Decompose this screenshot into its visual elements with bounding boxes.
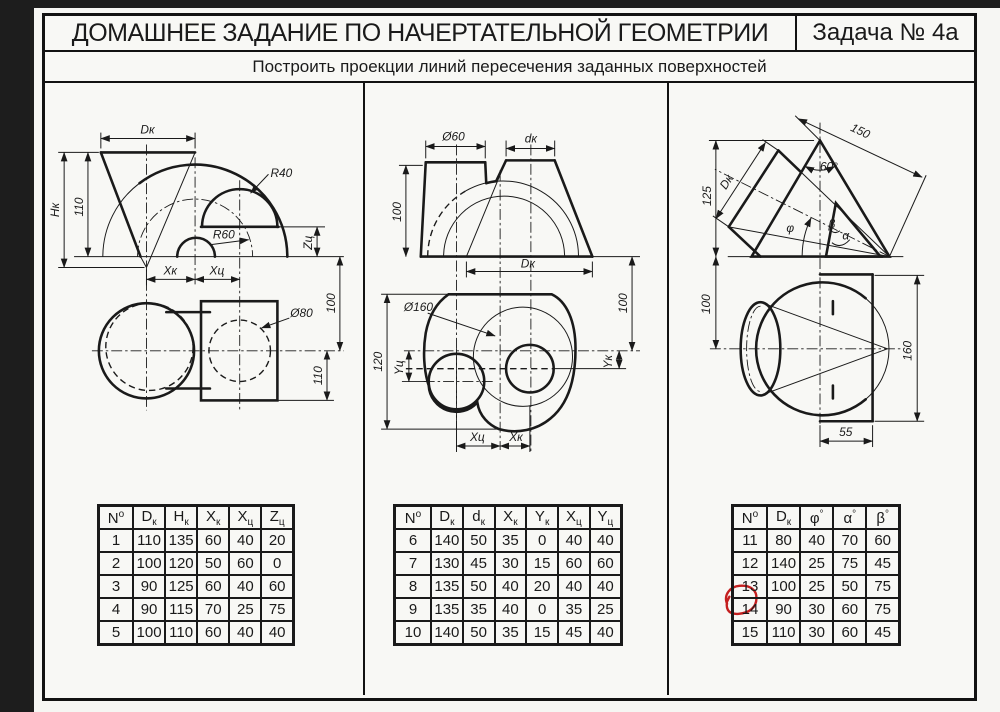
table-cell: 40	[800, 529, 833, 552]
page-title: ДОМАШНЕЕ ЗАДАНИЕ ПО НАЧЕРТАТЕЛЬНОЙ ГЕОМЕТРИИ	[45, 16, 797, 50]
table-cell: 100	[767, 575, 800, 598]
table-cell: 130	[431, 552, 463, 575]
panel-variant-3	[667, 83, 974, 695]
table-row	[395, 529, 622, 552]
front-view-dimensions	[48, 123, 325, 286]
table-cell: 40	[558, 529, 590, 552]
table-cell: 50	[197, 552, 229, 575]
table-row	[395, 621, 622, 645]
table-cell: 50	[463, 575, 495, 598]
dim-label-dk-base: Dк	[520, 256, 536, 271]
front-view-dimensions	[700, 116, 926, 257]
table-cell: 0	[526, 529, 558, 552]
dim-label-xc: Xц	[469, 430, 485, 445]
dim-label-xk: Xк	[509, 430, 523, 445]
table-cell: 45	[866, 621, 899, 645]
table-row	[395, 552, 622, 575]
table-cell: 60	[590, 552, 622, 575]
table-cell: 40	[229, 621, 261, 645]
table-cell: 50	[463, 529, 495, 552]
table-cell: 25	[800, 575, 833, 598]
table-cell: 60	[197, 621, 229, 645]
table-cell: 0	[261, 552, 293, 575]
dim-label-xc: Xц	[209, 263, 225, 278]
table-header-cell: $Z_ц$	[261, 506, 293, 530]
dim-label-phi: φ	[786, 220, 795, 235]
scan-background-left	[0, 0, 34, 712]
table-cell: 75	[833, 552, 866, 575]
table-cell: 14	[733, 598, 768, 621]
table-row	[733, 575, 900, 598]
task-description: Построить проекции линий пересечения заданных поверхностей	[45, 52, 974, 83]
table-cell: 45	[866, 552, 899, 575]
table-header-cell: $Y_ц$	[590, 506, 622, 530]
dim-label-yk: Yк	[601, 354, 616, 369]
table-cell: 35	[495, 621, 527, 645]
table-cell: 20	[261, 529, 293, 552]
table-row	[99, 529, 294, 552]
table-cell: 50	[463, 621, 495, 645]
table-cell: 45	[558, 621, 590, 645]
table-cell: 40	[229, 575, 261, 598]
table-cell: 20	[526, 575, 558, 598]
top-view-dimensions	[371, 257, 632, 452]
table-cell: 7	[395, 552, 432, 575]
dim-label-dk-top: dк	[524, 131, 537, 146]
table-cell: 2	[99, 552, 134, 575]
table-header-cell: $D_к$	[767, 506, 800, 530]
table-header-row	[99, 506, 294, 530]
variant-panels	[45, 83, 974, 695]
table-header-cell: $X_к$	[197, 506, 229, 530]
dim-label-yc: Yц	[391, 360, 406, 376]
dim-label-d80: Ø80	[290, 306, 313, 321]
table-cell: 40	[495, 598, 527, 621]
table-cell: 120	[165, 552, 197, 575]
table-header-row	[733, 506, 900, 530]
table-row	[99, 598, 294, 621]
dim-label-r60: R60	[212, 227, 235, 242]
table-cell: 12	[733, 552, 768, 575]
table-header-cell: $X_к$	[495, 506, 527, 530]
table-row	[733, 621, 900, 645]
dim-label-r100: 100	[616, 293, 631, 314]
table-cell: 11	[733, 529, 768, 552]
drawing-sheet-frame	[42, 13, 977, 701]
table-cell: 40	[590, 529, 622, 552]
table-header-cell: β°	[866, 506, 899, 530]
table-cell: 80	[767, 529, 800, 552]
dim-label-d160: Ø160	[403, 300, 434, 315]
scan-background-top	[0, 0, 1000, 8]
table-cell: 40	[590, 575, 622, 598]
table-cell: 35	[558, 598, 590, 621]
table-header-cell: $N^o$	[733, 506, 768, 530]
table-cell: 75	[866, 598, 899, 621]
table-cell: 35	[495, 529, 527, 552]
table-cell: 0	[526, 598, 558, 621]
table-cell: 8	[395, 575, 432, 598]
dim-label-d60: Ø60	[442, 129, 465, 144]
table-header-cell: $D_к$	[431, 506, 463, 530]
dim-label-zc: Zц	[301, 235, 316, 250]
dim-label-hk: Hк	[48, 202, 63, 218]
dim-label-55: 55	[839, 425, 853, 440]
table-cell: 35	[463, 598, 495, 621]
table-cell: 140	[431, 621, 463, 645]
table-header-cell: $N^o$	[99, 506, 134, 530]
top-view-dimensions	[699, 257, 924, 447]
table-cell: 135	[165, 529, 197, 552]
table-header-row	[395, 506, 622, 530]
dim-label-100: 100	[323, 293, 338, 314]
table-cell: 3	[99, 575, 134, 598]
table-cell: 15	[733, 621, 768, 645]
table-cell: 70	[197, 598, 229, 621]
table-cell: 75	[866, 575, 899, 598]
table-cell: 10	[395, 621, 432, 645]
dim-label-r40: R40	[270, 166, 293, 181]
table-header-cell: $X_ц$	[229, 506, 261, 530]
table-cell: 40	[495, 575, 527, 598]
table-cell: 90	[767, 598, 800, 621]
dim-label-beta: β	[828, 216, 836, 231]
dim-label-150: 150	[848, 120, 873, 142]
table-row	[733, 529, 900, 552]
panel-variant-2	[363, 83, 667, 695]
table-header-cell: $D_к$	[133, 506, 165, 530]
dim-label-160: 160	[900, 340, 915, 361]
table-cell: 60	[866, 529, 899, 552]
table-row	[99, 621, 294, 645]
table-row	[99, 552, 294, 575]
task-number: Задача № 4а	[812, 19, 959, 46]
dim-label-dk: Dк	[716, 172, 737, 192]
table-row	[395, 575, 622, 598]
table-cell: 90	[133, 598, 165, 621]
table-header-cell: $N^o$	[395, 506, 432, 530]
table-cell: 70	[833, 529, 866, 552]
table-cell: 13	[733, 575, 768, 598]
table-cell: 60	[558, 552, 590, 575]
top-view-dimensions	[262, 257, 340, 401]
panel-variant-1	[45, 83, 363, 695]
top-view	[710, 274, 900, 421]
table-cell: 25	[800, 552, 833, 575]
table-cell: 25	[229, 598, 261, 621]
dim-label-120: 120	[371, 351, 386, 372]
table-cell: 40	[590, 621, 622, 645]
table-cell: 60	[261, 575, 293, 598]
table-cell: 15	[526, 621, 558, 645]
dim-label-xk: Xк	[163, 263, 178, 278]
table-cell: 110	[767, 621, 800, 645]
table-cell: 30	[800, 598, 833, 621]
table-cell: 60	[833, 598, 866, 621]
dim-label-100: 100	[698, 294, 713, 315]
variant-table-2	[393, 504, 623, 646]
table-cell: 5	[99, 621, 134, 645]
table-cell: 75	[261, 598, 293, 621]
table-row	[99, 575, 294, 598]
dim-label-125: 125	[699, 186, 714, 206]
table-cell: 60	[197, 529, 229, 552]
table-cell: 4	[99, 598, 134, 621]
table-cell: 60	[229, 552, 261, 575]
title-row	[45, 16, 974, 52]
variant-table-1	[97, 504, 295, 646]
table-cell: 100	[133, 552, 165, 575]
variant-table-3	[731, 504, 901, 646]
table-cell: 30	[495, 552, 527, 575]
dim-label-60deg: 60°	[819, 159, 838, 174]
table-cell: 1	[99, 529, 134, 552]
table-header-cell: φ°	[800, 506, 833, 530]
table-cell: 140	[431, 529, 463, 552]
table-cell: 50	[833, 575, 866, 598]
table-cell: 40	[261, 621, 293, 645]
table-cell: 40	[229, 529, 261, 552]
table-cell: 45	[463, 552, 495, 575]
table-cell: 125	[165, 575, 197, 598]
table-cell: 60	[197, 575, 229, 598]
dim-label-100: 100	[389, 202, 404, 222]
table-cell: 30	[800, 621, 833, 645]
table-cell: 140	[767, 552, 800, 575]
table-cell: 135	[431, 575, 463, 598]
table-header-cell: $H_к$	[165, 506, 197, 530]
table-cell: 60	[833, 621, 866, 645]
table-cell: 25	[590, 598, 622, 621]
table-cell: 100	[133, 621, 165, 645]
table-header-cell: $d_к$	[463, 506, 495, 530]
table-header-cell: $Y_к$	[526, 506, 558, 530]
table-header-cell: α°	[833, 506, 866, 530]
table-cell: 110	[165, 621, 197, 645]
table-row	[733, 552, 900, 575]
table-row	[395, 598, 622, 621]
table-cell: 135	[431, 598, 463, 621]
table-cell: 40	[558, 575, 590, 598]
dim-label-110b: 110	[311, 366, 326, 386]
table-cell: 6	[395, 529, 432, 552]
table-cell: 9	[395, 598, 432, 621]
table-row	[733, 598, 900, 621]
table-header-cell: $X_ц$	[558, 506, 590, 530]
dim-label-110: 110	[71, 197, 86, 217]
table-cell: 115	[165, 598, 197, 621]
table-cell: 90	[133, 575, 165, 598]
table-cell: 110	[133, 529, 165, 552]
dim-label-alpha: α	[842, 228, 850, 243]
dim-label-dk: Dк	[140, 122, 155, 137]
table-cell: 15	[526, 552, 558, 575]
